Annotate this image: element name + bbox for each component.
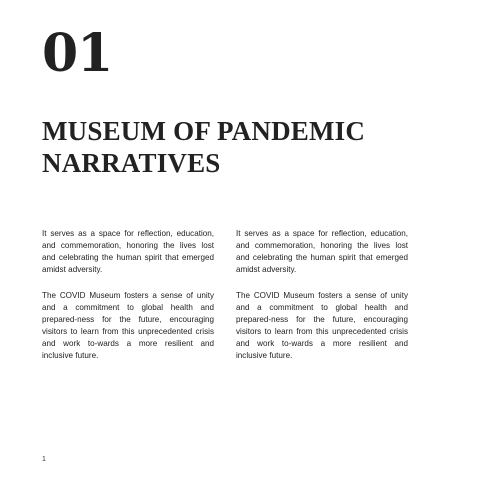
text-column-left bbox=[42, 228, 214, 376]
page-title bbox=[42, 115, 442, 179]
section-number: 01 bbox=[42, 23, 113, 84]
body-paragraph: The COVID Museum fosters a sense of unity and a commitment to global health and prepared-ness for the future, encouraging visitors to learn from this unprecedented crisis and work to-wards a more resilient and inclusive future. bbox=[236, 291, 408, 360]
text-column-right bbox=[236, 228, 408, 376]
body-paragraph: It serves as a space for reflection, education, and commemoration, honoring the lives lost and celebrating the human spirit that emerged amidst adversity. bbox=[236, 229, 408, 274]
body-paragraph: The COVID Museum fosters a sense of unity and a commitment to global health and prepared-ness for the future, encouraging visitors to learn from this unprecedented crisis and work to-wards a more resilient and inclusive future. bbox=[42, 291, 214, 360]
body-paragraph: It serves as a space for reflection, education, and commemoration, honoring the lives lost and celebrating the human spirit that emerged amidst adversity. bbox=[42, 229, 214, 274]
page-title-line-2: NARRATIVES bbox=[42, 148, 221, 178]
page-title-line-1: MUSEUM OF PANDEMIC bbox=[42, 116, 366, 146]
page-number: 1 bbox=[42, 456, 46, 463]
